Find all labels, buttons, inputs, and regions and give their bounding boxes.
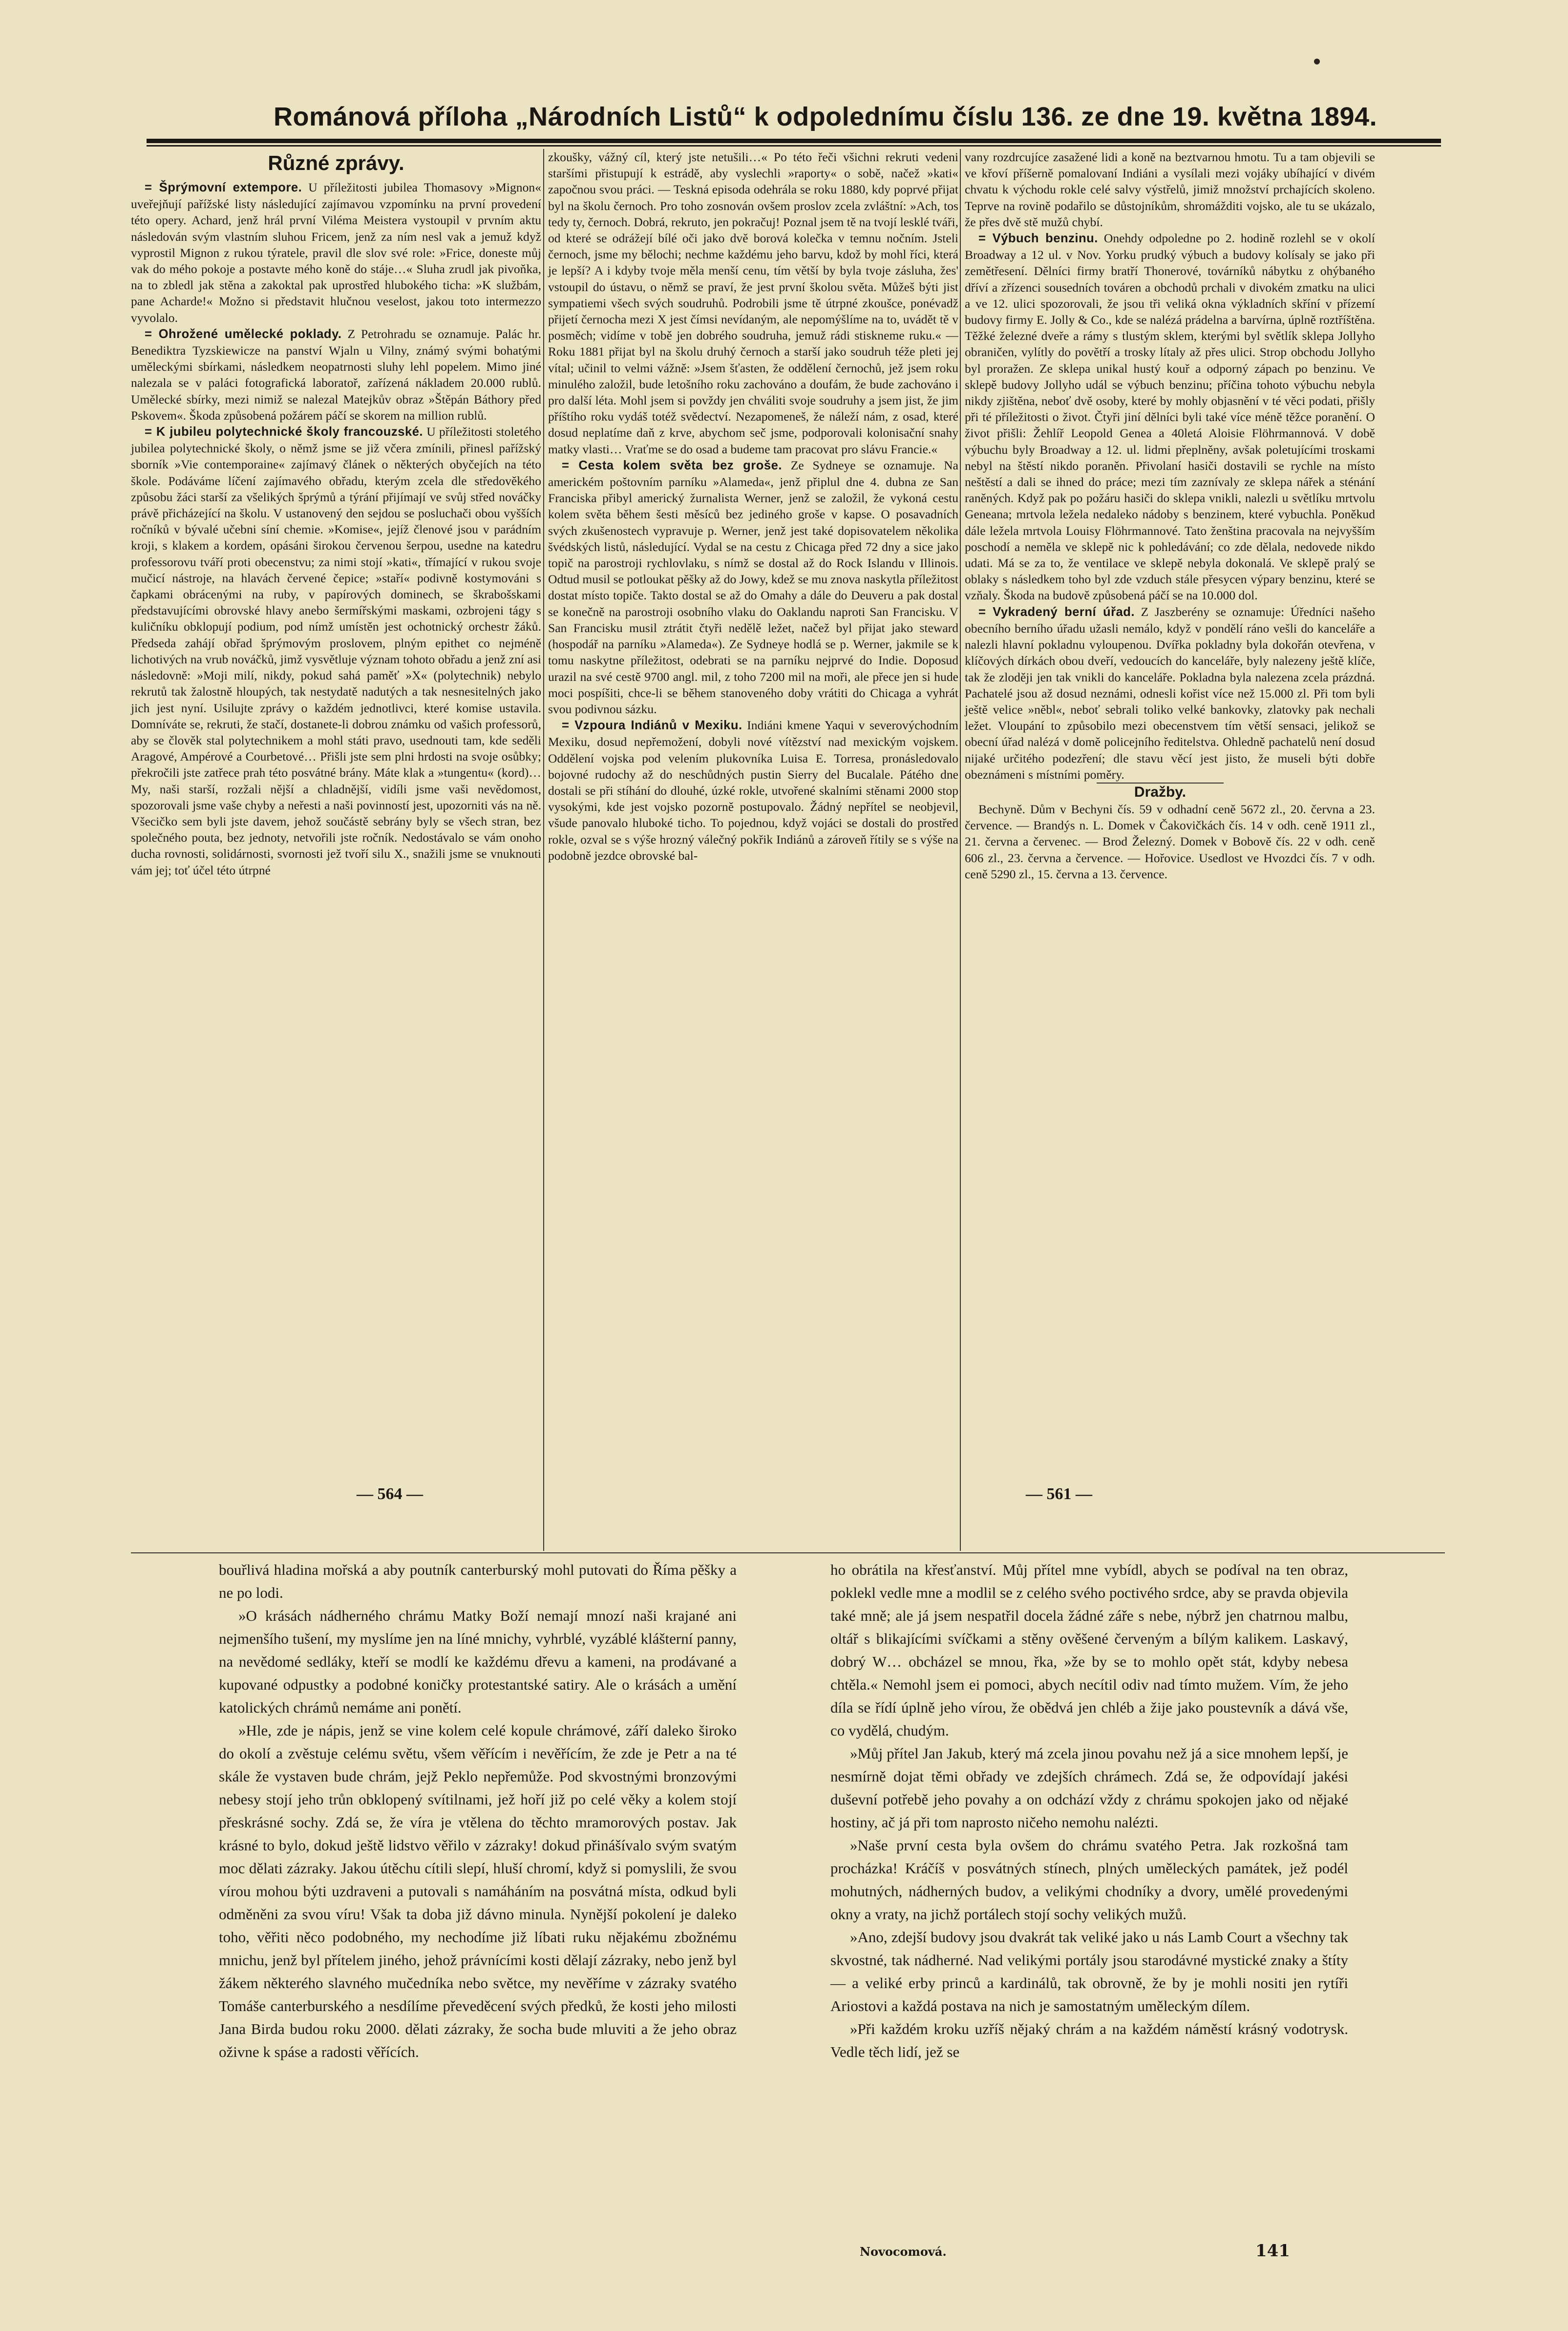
column-divider	[960, 149, 961, 1551]
article-text: U příležitosti stoletého jubilea polytechnické školy, o němž jsme se již včera zmínili, přinesl pařížský sborník »Vie contemporaine« zajímavý článek o některých obyčejích na této škole. Podáváme líčení zajímavého obřadu, kterým zcela dle středověkého způsobu žáci starší za všelikých šprýmů a týrání přijímají ve svůj střed nováčky právě přicházející na školu. V ustanovený den sejdou se posluchači obou vyšších ročníků v bývalé učebni síní chemie. »Komise«, jejíž členové jsou v parádním kroji, s klakem a kordem, opásáni širokou červenou šerpou, usedne na katedru professorovu tváří proti obecenstvu; za nimi stojí »kati«, třímající v rukou svoje mučicí nástroje, na hlavách červené čepice; »staří« podivně kostymováni s čapkami obrácenými na ruby, v papírových dominech, se škrabošskami představujícími obrovské hlavy anebo šermířskými maskami, ozbrojeni tágy s kuličníku obklopují podium, pod nímž umístěn jest ochotnický orchestr žáků. Předseda zahájí obřad šprýmovým proslovem, plným epithet co nejméně lichotivých na vrub nováčků, jimž vysvětluje význam tohoto obřadu a jenž zní asi následovně: »Moji milí, nikdy, pokud sahá paměť »X« (polytechnik) nebylo rekrutů tak žalostně hloupých, tak nestydatě nadutých a tak nesnesitelných jako jich jest nyní. Usilujte zprávy o každém jednotlivci, které komise ustavila. Domníváte se, rekruti, že stačí, dostanete-li dobrou známku od vašich professorů, aby se člověk stal polytechnikem a mohl státi pravo, usednouti tam, kde seděli Aragové, Ampérové a Courbetové… Přišli jste sem plni hrdosti na svoje osůbky; překročili jste zatřece prah této posvátné brány. Máte klak a »tungentu« (kord)… My, naši starší, rozžali nější a chladnější, vidíli jsme vaši nevědomost, spozorovali jsme vaše chyby a neřesti a naši povinností jest, upozorniti vás na ně. Všecičko sem byli jste davem, jehož součástě sebrány byly se všech stran, bez společného pouta, bez jednoty, netvořili jste ročník. Nedostávalo se vám onoho ducha rovnosti, solidárnosti, svornosti jež tvoří silu X., snažili jsme se vnuknouti vám jej; toť účel této útrpné	[131, 424, 541, 877]
article-paragraph	[131, 326, 541, 424]
article-paragraph	[548, 457, 958, 717]
novel-paragraph: »Při každém kroku uzříš nějaký chrám a na každém náměstí krásný vodotrysk. Vedle těch lidí, jež se	[830, 2020, 1348, 2060]
article-paragraph	[965, 230, 1375, 604]
article-text: Z Petrohradu se oznamuje. Palác hr. Benediktra Tyzskiewicze na panství Wjaln u Vilny, známý svými bohatými uměleckými sbírkami, následkem neopatrnosti sluhy lehl popelem. Mimo jiné nalezala se v paláci fotografická laboratoř, zařízená nákladem 20.000 rublů. Umělecké sbírky, mezi nimiž se nalezal Matejkův obraz »Štěpán Báthory před Pskovem«. Škoda způsobená požárem páčí se skorem na million rublů.	[131, 326, 541, 423]
article-paragraph	[131, 424, 541, 878]
article-heading: = Ohrožené umělecké poklady.	[145, 327, 342, 341]
column-divider	[543, 149, 544, 1551]
left-column	[131, 149, 541, 878]
section-divider	[131, 1552, 1445, 1553]
novel-paragraph: »Ano, zdejší budovy jsou dvakrát tak veliké jako u nás Lamb Court a všechny tak skvostné, tak nádherné. Nad velikými portály jsou starodávné mystické znaky a štíty — a veliké erby princů a kardinálů, tak obrovně, že by je mohli nositi jen rytíři Ariostovi a každá postava na nich je samostatným uměleckým dílem.	[830, 1928, 1348, 2014]
auction-listings: Bechyně. Dům v Bechyni čís. 59 v odhadní ceně 5672 zl., 20. června a 23. července. — Brandýs n. L. Domek v Čakovičkách čís. 14 v odh. ceně 1911 zl., 21. června a červenec. — Brod Železný. Domek v Bobově čís. 22 v odh. ceně 606 zl., 23. června a července. — Hořovice. Usedlost ve Hvozdci čís. 7 v odh. ceně 5290 zl., 15. června a 13. července.	[965, 802, 1375, 881]
printer-signature: Novocomová.	[860, 2245, 947, 2259]
novel-column-left	[219, 1558, 737, 2063]
novel-column-right	[830, 1558, 1348, 2063]
page-number-right: — 561 —	[1026, 1485, 1092, 1503]
section-title: Různé zprávy.	[268, 151, 404, 174]
article-text: Indiáni kmene Yaqui v severovýchodním Mexiku, dosud nepřemožení, dobyli nové vítězství nad mexickým vojskem. Oddělení vojska pod velením plukovníka Luisa E. Torresa, pronásledovalo bojovné rudochy až do neschůdných pustin Sierry del Bucalale. Pátého dne dostali se při stíhání do dlouhé, úzké rokle, utvořené skalními stěnami 2000 stop vysokými, kde jest vojsko pozorně postupovalo. Žádný nepřítel se neobjevil, všude panovalo hluboké ticho. To pojednou, když vojáci se dostali do prostřed rokle, ozval se s výše hrozný válečný pokřik Indiánů a zároveň řítily se s výše na podobně jezdce obrovské bal-	[548, 718, 958, 863]
auction-section-title: Dražby.	[1097, 783, 1224, 801]
article-paragraph: vany rozdrcujíce zasažené lidi a koně na beztvarnou hmotu. Tu a tam objevili se ve křoví příšerně pomalovaní Indiáni a vysílali mezi vojáky ubíhající v divém chvatu k východu rokle celé salvy výstřelů, jimiž množství prchajících skoleno. Teprve na rovině podařilo se důstojníkům, shromážditi vojsko, ale tu se ukázalo, že přes dvě stě mužů chybí.	[965, 150, 1375, 229]
novel-paragraph: »Můj přítel Jan Jakub, který má zcela jinou povahu než já a sice mnohem lepší, je nesmírně dojat těmi obřady ve zdejších chrámech. Zdá se, že odpovídají jakési duševní potřebě jeho povahy a on odchází vždy z chrámu spokojen jako od nějaké hostiny, ač já při tom naprosto ničeho nemohu nalézti.	[830, 1745, 1348, 1831]
novel-paragraph: »Hle, zde je nápis, jenž se vine kolem celé kopule chrámové, září daleko široko do okolí a zvěstuje celému světu, všem věřícím i nevěřícím, že zde je Petr a na té skále že vystaven bude chrám, jejž Peklo nepřemůže. Pod skvostnými bronzovými nebesy stojí jeho trůn obklopený svítilnami, jež hoří již po celé věky a kolem stojí přeskrásné sochy. Zdá se, že víra je vtělena do těchto mramorových postav. Jak krásné to bylo, dokud ještě lidstvo věřilo v zázraky! dokud přinášívalo svým svatým moc dělati zázraky. Jakou útěchu cítili slepí, hluší chromí, když si pomyslili, že svou vírou mohou býti uzdraveni a putovali s namáháním na posvátná místa, odkud byli odměněni za svou víru! Však ta doba již dávno minula. Nynější pokolení je daleko toho, věřiti něco podobného, my nechodíme již líbati ruku nějakému zbožnému mnichu, jenž byl přítelem jiného, jehož právnícími kosti dělají zázraky, nebo jenž byl žákem některého slavného mučedníka nebo světce, my nevěříme v zázraky svatého Tomáše canterburského a nesdílíme převeděcení svých předků, že kosti jeho milosti Jana Birda budou roku 2000. dělati zázraky, že socha bude mluviti a že jeho obraz oživne k spáse a radosti věřících.	[219, 1722, 737, 2060]
novel-paragraph: »O krásách nádherného chrámu Matky Boží nemají mnozí naši krajané ani nejmenšího tušení, my myslíme jen na líné mnichy, vyhrblé, vyzáblé klášterní panny, na nevědomé sedláky, kteří se modlí ke každému dřevu a kameni, na prodávané a kupované odpustky a podobné koničky protestantské satiry. Ale o krásách a umění katolických chrámů nemáme ani ponětí.	[219, 1607, 737, 1716]
article-heading: = Cesta kolem světa bez groše.	[562, 458, 782, 472]
article-paragraph	[965, 604, 1375, 783]
page-header-title: Románová příloha „Národních Listů“ k odpolednímu číslu 136. ze dne 19. května 1894.	[274, 102, 1377, 131]
article-text: Ze Sydneye se oznamuje. Na americkém poštovním parníku »Alameda«, jenž připlul dne 4. dubna ze San Franciska přibyl americký žurnalista Werner, jenž se založil, že vykoná cestu kolem světa během šesti měsíců bez jediného groše v kapse. O posavadních svých zkušenostech vypravuje p. Werner, jenž jest také dopisovatelem několika švédských listů, následující. Vydal se na cestu z Chicaga před 72 dny a sice jako topič na parostroji rychlovlaku, s nímž se dostal až do Rock Islandu v Illinois. Odtud musil se potloukat pěšky až do Jowy, kdež se mu znova naskytla příležitost dostat místo topiče. Takto dostal se až do Omahy a dále do Deuveru a pak dostal se konečně na parostroji osobního vlaku do Oaklandu naproti San Francisku. V San Francisku musil ztrátit čtyři nedělě ležet, načež byl přijat jako steward (hospodář na parníku »Alameda«). Ze Sydneye hodlá se p. Werner, jakmile se k tomu naskytne příležitost, odebrati se na parníku nejprvé do Indie. Doposud urazil na své cestě 9700 angl. mil, z toho 7200 mil na moři, ale přece jen si hude moci pospíšiti, chce-li se během stanoveného doby vrátiti do Chicaga a vyhrát svou podivnou sázku.	[548, 458, 958, 716]
header-rule	[147, 139, 1441, 143]
article-heading: = Vykradený berní úřad.	[978, 605, 1135, 619]
novel-paragraph: »Naše první cesta byla ovšem do chrámu svatého Petra. Jak rozkošná tam procházka! Kráčíš v posvátných stínech, plných uměleckých památek, jež podél mohutných, nádherných budov, a velikými chodníky a dvory, umělé provedenými okny a vraty, na jichž portálech stojí sochy velikých mužů.	[830, 1837, 1348, 1923]
article-paragraph	[548, 717, 958, 864]
article-text: U příležitosti jubilea Thomasovy »Mignon« uveřejňují pařížské listy následující zajímavou vzpomínku na první provedení této opery. Achard, jenž hrál první Viléma Meistera vystoupil v prvním aktu následován svým vlastním sluhou Fricem, jenž za ním nesl vak a jemuž když vyprostil Mignon z rukou týratele, pravil dle slov své role: »Frice, doneste můj vak do mého pokoje a postavte mého koně do stáje…« Sluha zrudl jak pivoňka, na to zbledl jak stěna a zakoktal pak uprostřed hlubokého ticha: »K službám, pane Acharde!« Možno si představit hlučnou veselost, jakou toto intermezzo vyvolalo.	[131, 180, 541, 325]
header-rule-thin	[147, 145, 1441, 147]
article-heading: = K jubileu polytechnické školy francouzské.	[145, 425, 424, 439]
sheet-number: 141	[1255, 2241, 1290, 2261]
paper-speck	[1314, 59, 1320, 64]
novel-paragraph: bouřlivá hladina mořská a aby poutník canterburský mohl putovati do Říma pěšky a ne po lodi.	[219, 1561, 737, 1601]
novel-paragraph: ho obrátila na křesťanství. Můj přítel mne vybídl, abych se podíval na ten obraz, poklekl vedle mne a modlil se z celého svého poctivého srdce, aby se pravda objevila také mně; ale já jsem nespatřil docela žádné záře s nebe, nýbrž jen chatrnou malbu, oltář s blikajícími svíčkami a stěny ověšené červeným a bílým kalikem. Laskavý, dobrý W… obcházel se mnou, řka, »že by se to mohlo opět stát, kdyby nebesa chtěla.« Nemohl jsem ei pomoci, abych necítil odiv nad tímto mužem. Vím, že jeho díla se řídí úplně jeho vírou, že obědvá jen chléb a žije jako poustevník a dává vše, co vydělá, chudým.	[830, 1561, 1348, 1739]
article-paragraph	[131, 179, 541, 326]
article-paragraph: zkoušky, vážný cíl, který jste netušili…« Po této řeči všichni rekruti vedeni staršími přistupují k estrádě, aby vyslechli »raporty« o sobě, načež »kati« započnou svou práci. — Teskná episoda odehrála se roku 1880, kdy poprvé přijat byl na školu černoch. Pro toho zosnován ovšem proslov zcela zvláštní: »Ach, tos tedy ty, černoch. Dobrá, rekruto, jen pokračuj! Poznal jsem tě na tvojí lesklé tváři, od které se odrážejí bílé oči jako dvě borová kolečka v temnu nočním. Jsteli černoch, jsme my bělochi; nechme každému jeho barvu, kdož by mohl říci, která je lepší? A i kdyby tvoje měla menší cenu, tím větší by byla tvoje zásluha, žes' vstoupil do ústavu, o němž se praví, že jest první školou světa. Můžeš býti jist sympatiemi všech svých soudruhů. Podrobili jsme tě útrpné zkoušce, ponévadž přijetí černocha mezi X jest čímsi nevídaným, ale nepomýšlíme na to, uvádět tě v posměch; vidíme v tobě jen dobrého soudruha, jemuž rádi stiskneme ruku.« — Roku 1881 přijat byl na školu druhý černoch a starší jako soudruh téže pleti jej vítal; učinil to velmi vážně: »Jsem šťasten, že oddělení černochů, jež jsem roku minulého založil, bude letošního roku zachováno a doufám, že bude zachováno i pro další léta. Mohl jsem si povždy jen chváliti svoje soudruhy a jsem jist, že jim příštího roku vydáš totéž svědectví. Nezapomeneš, že náleží nám, z osad, které dosud neplatíme daň z krve, abychom seč jsme, podporovali kolonisační snahy matky vlasti… Vraťme se do osad a budeme tam pracovat pro slávu Francie.«	[548, 150, 958, 456]
article-text: Onehdy odpoledne po 2. hodině rozlehl se v okolí Broadway a 12 ul. v Nov. Yorku prudký výbuch a budovy kolísaly se jako při zemětřesení. Dělníci firmy bratří Thonerové, továrníků nábytku z ohýbaného dříví a zřízenci sousedních továren a obchodů prchali v divokém zmatku na ulici a ve 12. ulici spozorovali, že jsou tři veliká okna výkladních skříní v přízemí budovy firmy E. Jolly & Co., kde se nalézá prádelna a barvírna, úplně roztříštěna. Těžké železné dveře a rámy s tlustým sklem, kterými byl světlík sklepa Jollyho obraničen, vylítly do povětří a trosky lítaly až přes ulici. Strop obchodu Jollyho byl proražen. Ze sklepa unikal hustý kouř a odporný zápach po benzinu. Ve sklepě budovy Jollyho udál se výbuch benzinu; příčina tohoto výbuchu nebyla nikdy zjištěna, neboť dvě osoby, které by mohly objasnění v té věci podati, přišly při té příležitosti o život. Čtyři jiní dělníci byli také více méně těžce poranění. O život přišli: Žehlíř Leopold Genea a 40letá Aloisie Flöhrmannová. V době výbuchu byly Broadway a 12. ul. lidmi přeplněny, avšak poletujícími troskami nebyl na štěstí nikdo poraněn. Přivolaní hasiči dostavili se rychle na místo neštěstí a dali se ihned do práce; mezi tím zaznívaly ze sklepa nářek a sténání raněných. Když pak po požáru hasiči do sklepa vnikli, nalezli u světlíku mrtvolu Geneana; mrtvola ležela nedaleko nádoby s benzinem, které vybuchla. Poněkud dále ležela mrtvola Louisy Flöhrmannové. Tato ženština pracovala na nejvyšším poschodí a neměla ve sklepě nic k pohledávání; co zde dělala, nedovede nikdo udati. Má se za to, že ventilace ve sklepě nebyla dokonalá. Ve sklepě pralý se oblaky s následkem toho byl zde vzduch stále přesycen výpary benzinu, které se vzňaly. Škoda na budově způsobená páčí se na 10.000 dol.	[965, 231, 1375, 603]
article-text: Z Jaszberény se oznamuje: Úředníci našeho obecního berního úřadu užasli nemálo, když v pondělí ráno vešli do kanceláře a nalezli hlavní pokladnu vyloupenou. Dvířka pokladny byla dokořán otevřena, v klíčových dírkách obou dveří, vedoucích do kanceláře, byly nalezeny ještě klíče, tak že zloději jen tak vnikli do kanceláře. Pokladna byla nalezena zcela prázdná. Pachatelé jsou až dosud neznámi, odnesli kořist více než 15.000 zl. Při tom byli ještě velice »něbl«, neboť sebrali toliko velké bankovky, zlatovky pak nechali ležet. Vloupání to způsobilo mezi obecenstvem tím větší sensaci, jelikož se obecní úřad nalézá v domě policejního ředitelstva. Ohledně pachatelů není dosud nijaké určitého podezření; dle stavu věcí jest jisto, že museli býti dobře obeznámeni s místními poměry.	[965, 604, 1375, 782]
middle-column	[548, 149, 958, 864]
article-heading: = Vzpoura Indiánů v Mexiku.	[562, 719, 742, 733]
page-number-left: — 564 —	[357, 1485, 423, 1503]
article-heading: = Výbuch benzinu.	[978, 232, 1098, 246]
article-heading: = Šprýmovní extempore.	[145, 181, 302, 194]
right-column	[965, 149, 1375, 882]
